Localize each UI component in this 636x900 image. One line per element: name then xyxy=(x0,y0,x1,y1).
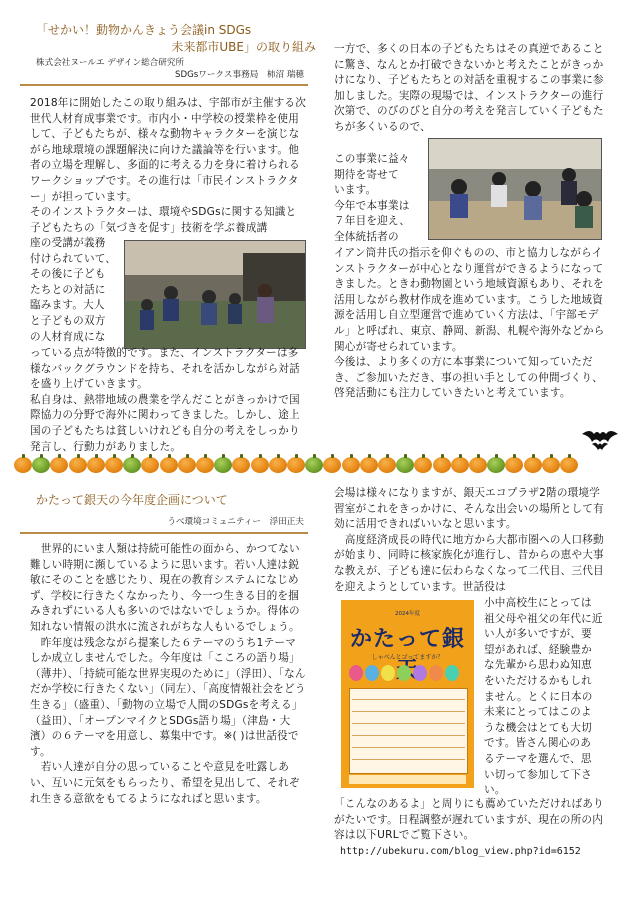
pumpkin-icon xyxy=(214,457,232,473)
pumpkin-icon xyxy=(196,457,214,473)
wrap-line: の人材育成にな xyxy=(30,330,106,343)
pumpkin-icon xyxy=(178,457,196,473)
pumpkin-icon xyxy=(505,457,523,473)
wrap-line: るテーマを選んで、思 xyxy=(484,752,592,765)
article2-title: かたって銀天の今年度企画について xyxy=(36,493,228,507)
article1-para: っている点が特徴的です。また、インストラクターは多様なバックグラウンドを持ち、それを活かしながら対話を盛り上げていきます。 xyxy=(30,347,300,391)
wrap-line: 望があれば、経験豊か xyxy=(484,643,592,656)
pumpkin-icon xyxy=(451,457,469,473)
article1-title-line1: 「せかい！動物かんきょう会議in SDGs xyxy=(36,23,252,37)
wrap-line: その後に子ども xyxy=(30,268,106,281)
poster-illustration xyxy=(347,662,468,684)
article1-para: そのインストラクターは、環境やSDGsに関する知識と子どもたちの「気づきを促す」技術を学ぶ養成講 xyxy=(30,206,297,234)
poster-subtitle: しゃべんとゴってますか？ xyxy=(371,654,444,661)
pumpkin-icon xyxy=(160,457,178,473)
article1-para: 今後は、より多くの方に本事業について知っていただき、ご参加いただき、事の担い手としての仲間づくり、啓発活動にも注力していきたいと考えています。 xyxy=(334,356,603,400)
pumpkin-icon xyxy=(487,457,505,473)
article1-title xyxy=(36,22,316,56)
pumpkin-icon xyxy=(251,457,269,473)
pumpkin-icon xyxy=(414,457,432,473)
article1-para: イアン筒井氏の指示を仰ぐものの、市と協力しながらインストラクターが中心となり運営ができるようになってきました。ときわ動物園という地域資源もあり、それを活用しながら教材作成を進めています。こうした地域資源を活用し自立型運営で進めていく方法は、「宇部モデル」と呼ばれ、東京、静岡、新潟、札幌や海外などから関心が寄せられています。 xyxy=(334,247,605,353)
wrap-line: 付けられていて、 xyxy=(30,252,117,265)
pumpkin-icon xyxy=(469,457,487,473)
article1-left-col xyxy=(30,96,306,236)
poster-year: 2024年度 xyxy=(395,611,420,617)
wrap-line: をいただけるかもしれ xyxy=(484,674,592,687)
pumpkin-icon xyxy=(524,457,542,473)
pumpkin-icon xyxy=(87,457,105,473)
wrap-line: と子どもの双方 xyxy=(30,314,106,327)
article2-wrap-right xyxy=(484,596,608,799)
pumpkin-icon xyxy=(232,457,250,473)
poster-schedule-table xyxy=(349,688,468,774)
article2-rule xyxy=(20,532,308,534)
article1-para: 2018年に開始したこの取り組みは、宇部市が主催する次世代人材育成事業です。市内小・中学校の授業枠を使用して、子どもたちが、様々な動物キャラクターを演じながら地球環境の課題解決に向けた議論等を行います。他者の立場を理解し、多面的に考える力を身に着けられるワークショップです。その進行は「市民インストラクター」が担っています。 xyxy=(30,97,307,203)
wrap-line: 未来にとってはこのよ xyxy=(484,706,592,719)
pumpkin-icon xyxy=(323,457,341,473)
pumpkin-icon xyxy=(378,457,396,473)
article1-byline xyxy=(36,57,304,81)
pumpkin-icon xyxy=(560,457,578,473)
article1-para: 私自身は、熱帯地域の農業を学んだことがきっかけで国際協力の分野で海外に関わってきました。しかし、途上国の子どもたちは貧しいけれども自分の考えをしっかり発言し、行動力がありました。 xyxy=(30,393,300,453)
article1-left-col-2 xyxy=(30,346,306,455)
article2-url[interactable]: http://ubekuru.com/blog_view.php?id=6152 xyxy=(340,846,581,857)
article2-right-top: 会場は様々になりますが、銀天エコプラザ2階の環境学習室がこれをきっかけに、そんな出会いの場所として有効に活用できればいいなと思います。 高度経済成長の時代に地方から大都市圏への人口移動が始まり、同時に核家族化が進行し、昔からの恵や大事な教えが、子ども達に伝わらなくなって二代目、三代目を迎えようとしています。世話役は xyxy=(334,487,604,593)
pumpkin-icon xyxy=(69,457,87,473)
article1-para: 一方で、多くの日本の子どもたちはその真逆であることに驚き、なんとか打破できないかと考えたことがきっかけになり、子どもたちとの対話を重視するこの事業に参加しました。実際の現場では、インストラクターの進行次第で、のびのびと自分の考えを発言していく子どもたちが多くいるので、 xyxy=(334,43,604,133)
pumpkin-divider xyxy=(14,455,574,477)
wrap-line: い切って参加して下さ xyxy=(484,768,592,781)
pumpkin-icon xyxy=(123,457,141,473)
wrap-line: 臨みます。大人 xyxy=(30,299,105,312)
wrap-line: 座の受講が義務 xyxy=(30,237,106,249)
wrap-line: 全体統括者の xyxy=(334,230,399,243)
pumpkin-icon xyxy=(433,457,451,473)
katatte-ginten-poster xyxy=(341,600,474,788)
pumpkin-icon xyxy=(542,457,560,473)
article2-author: うべ環境コミュニティー 浮田正夫 xyxy=(167,517,304,527)
article1-right-col-2 xyxy=(334,246,606,402)
article1-rule xyxy=(20,84,308,86)
wrap-line: 小中高校生にとっては xyxy=(484,597,592,609)
pumpkin-icon xyxy=(396,457,414,473)
pumpkin-icon xyxy=(342,457,360,473)
wrap-line: 期待を寄せて xyxy=(334,168,399,181)
wrap-line: 祖父母や祖父の年代に近 xyxy=(484,612,603,625)
wrap-line: うな機会はとても大切 xyxy=(484,721,592,734)
wrap-line: い人が多いですが、要 xyxy=(484,628,592,641)
wrap-line: な先輩から思わぬ知恵 xyxy=(484,659,592,672)
wrap-line: です。皆さん関心のあ xyxy=(484,737,592,750)
article1-org: 株式会社ヌールエ デザイン総合研究所 xyxy=(36,58,185,68)
pumpkin-icon xyxy=(141,457,159,473)
bat-icon xyxy=(580,424,624,454)
pumpkin-icon xyxy=(50,457,68,473)
pumpkin-icon xyxy=(32,457,50,473)
workshop-photo-1 xyxy=(124,240,306,349)
wrap-line: 今年で本事業は xyxy=(334,199,410,212)
wrap-line: ７年目を迎え、 xyxy=(334,215,411,228)
wrap-line: い。 xyxy=(484,784,506,797)
pumpkin-icon xyxy=(105,457,123,473)
workshop-photo-2 xyxy=(428,138,602,240)
pumpkin-icon xyxy=(287,457,305,473)
article1-wrap-left xyxy=(30,236,122,345)
article1-author: SDGsワークス事務局 柿沼 瑞穂 xyxy=(175,70,304,80)
pumpkin-icon xyxy=(269,457,287,473)
article1-wrap-right xyxy=(334,152,426,246)
wrap-line: ません。とくに日本の xyxy=(484,690,593,703)
wrap-line: います。 xyxy=(334,184,377,197)
article1-right-col xyxy=(334,42,606,136)
pumpkin-icon xyxy=(305,457,323,473)
pumpkin-icon xyxy=(14,457,32,473)
poster-title: かたって銀 xyxy=(349,627,465,652)
poster-footer xyxy=(349,775,466,784)
article2-right-bottom: 「こんなのあるよ」と周りにも薦めていただければありがたいです。日程調整が遅れていますが、現在の所の内容は以下URLでご覧下さい。 xyxy=(334,798,604,842)
wrap-line: たちとの対話に xyxy=(30,283,106,296)
wrap-line: この事業に益々 xyxy=(334,153,410,165)
article2-left-col: 世界的にいま人類は持続可能性の面から、かつてない難しい時期に瀕しているように思います。若い人達は鋭敏にそのことを感じたり、現在の教育システムになじめず、学校に行きたくなかったり、今一つ生きる目的を掴みきれずにいる人も多いのではないでしょうか。得体の知れない情報の洪水に流されがちな人もいるでしょう。 昨年度は残念ながら提案した６テーマのうち1テーマしか成立しませんでした。今年度は「こころの語り場」（薄井）、「持続可能な世界実現のために」（浮田）、「なんだか学校に行きたくない」（同左）、「高度情報社会をどう生きる」（盛重）、「動物の立場で人間のSDGsを考える」（益田）、「オープンマイクとSDGs語り場」（津島・大濱）の６テーマを用意し、募集中です。※( )は世話役です。 若い人達が自分の思っていることや意見を吐露しあい、互いに元気をもらったり、希望を見出して、それぞれ生きる意欲をもてるようになればと思います。 xyxy=(30,543,306,805)
article1-title-line2: 未来都市UBE」の取り組み xyxy=(171,40,316,54)
pumpkin-icon xyxy=(360,457,378,473)
